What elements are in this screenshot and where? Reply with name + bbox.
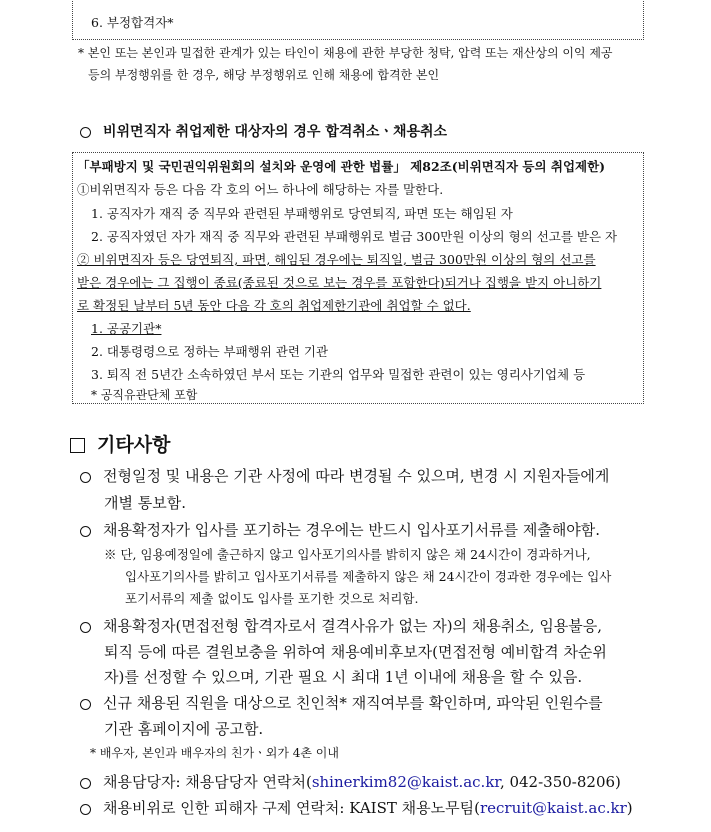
law-title: 「부패방지 및 국민권익위원회의 설치와 운영에 관한 법률」 제82조(비위면직자 등의 취업제한) — [77, 159, 606, 174]
law-clause-1-item-1: 1. 공직자가 재직 중 직무와 관련된 부패행위로 당연퇴직, 파면 또는 해임된 자 — [91, 206, 513, 221]
section-heading: 비위면직자 취업제한 대상자의 경우 합격취소ㆍ채용취소 — [80, 121, 447, 141]
misc-bullet-2: 채용확정자가 입사를 포기하는 경우에는 반드시 입사포기서류를 제출해야함. — [80, 519, 600, 540]
law-clause-2-item-3: 3. 퇴직 전 5년간 소속하였던 부서 또는 기관의 업무와 밀접한 관련이 있는 영리사기업체 등 — [91, 367, 586, 382]
misc-bullet-5: 채용담당자: 채용담당자 연락처(shinerkim82@kaist.ac.kr, 042-350-8206) — [80, 771, 621, 792]
misc-bullet-4-cont: 기관 홈페이지에 공고함. — [104, 720, 264, 738]
law-clause-2-line2: 받은 경우에는 그 집행이 종료(종료된 것으로 보는 경우를 포함한다)되거나 집행을 받지 아니하기 — [77, 275, 602, 290]
law-clause-2-line3: 로 확정된 날부터 5년 동안 다음 각 호의 취업제한기관에 취업할 수 없다. — [77, 298, 471, 313]
circle-bullet-icon — [80, 778, 91, 789]
misc-bullet-3-cont-1: 퇴직 등에 따른 결원보충을 위하여 채용예비후보자(면접전형 예비합격 차순위 — [104, 643, 607, 661]
circle-bullet-icon — [80, 526, 91, 537]
top-note-line2: 등의 부정행위를 한 경우, 해당 부정행위로 인해 채용에 합격한 본인 — [88, 68, 440, 82]
misc-bullet-1-cont: 개별 통보함. — [104, 494, 186, 512]
law-clause-1-item-2: 2. 공직자였던 자가 재직 중 직무와 관련된 부패행위로 벌금 300만원 이상의 형의 선고를 받은 자 — [91, 229, 618, 244]
misc-title: 기타사항 — [70, 430, 170, 457]
top-note-line1: * 본인 또는 본인과 밀접한 관계가 있는 타인이 채용에 관한 부당한 청탁, 압력 또는 재산상의 이익 제공 — [78, 46, 613, 60]
law-clause-2-line1: ② 비위면직자 등은 당연퇴직, 파면, 해임된 경우에는 퇴직일, 벌금 300만원 이상의 형의 선고를 — [77, 252, 596, 267]
law-clause-2-item-1: 1. 공공기관* — [91, 321, 162, 336]
misc-bullet-4: 신규 채용된 직원을 대상으로 친인척* 재직여부를 확인하며, 파악된 인원수를 — [80, 692, 603, 713]
misc-bullet-2-note-1: ※ 단, 임용예정일에 출근하지 않고 입사포기의사를 밝히지 않은 채 24시간이 경과하거나, — [104, 547, 591, 562]
circle-bullet-icon — [80, 804, 91, 815]
circle-bullet-icon — [80, 472, 91, 483]
top-box-item-6: 6. 부정합격자* — [91, 15, 174, 30]
law-clause-1: ①비위면직자 등은 다음 각 호의 어느 하나에 해당하는 자를 말한다. — [77, 182, 444, 197]
misc-bullet-6: 채용비위로 인한 피해자 구제 연락처: KAIST 채용노무팀(recruit@kaist.ac.kr) — [80, 797, 633, 818]
misc-bullet-1: 전형일정 및 내용은 기관 사정에 따라 변경될 수 있으며, 변경 시 지원자들에게 — [80, 465, 609, 486]
circle-bullet-icon — [80, 699, 91, 710]
misc-bullet-3-cont-2: 자)를 선정할 수 있으며, 기관 필요 시 최대 1년 이내에 채용을 할 수 있음. — [104, 668, 583, 686]
circle-bullet-icon — [80, 622, 91, 633]
misc-bullet-4-note: * 배우자, 본인과 배우자의 친가ㆍ외가 4촌 이내 — [90, 746, 339, 760]
misc-bullet-2-note-3: 포기서류의 제출 없이도 입사를 포기한 것으로 처리함. — [125, 591, 419, 606]
square-bullet-icon — [70, 438, 85, 453]
misc-bullet-2-note-2: 입사포기의사를 밝히고 입사포기서류를 제출하지 않은 채 24시간이 경과한 경우에는 입사 — [125, 569, 612, 584]
misc-bullet-3: 채용확정자(면접전형 합격자로서 결격사유가 없는 자)의 채용취소, 임용불응, — [80, 615, 602, 636]
law-clause-2-note: * 공직유관단체 포함 — [91, 388, 198, 402]
email-link-recruit-team[interactable]: recruit@kaist.ac.kr — [479, 799, 627, 817]
circle-bullet-icon — [80, 127, 91, 138]
law-box — [72, 152, 644, 404]
email-link-recruiter[interactable]: shinerkim82@kaist.ac.kr — [311, 773, 500, 791]
top-box — [72, 0, 644, 40]
law-clause-2-item-2: 2. 대통령령으로 정하는 부패행위 관련 기관 — [91, 344, 329, 359]
